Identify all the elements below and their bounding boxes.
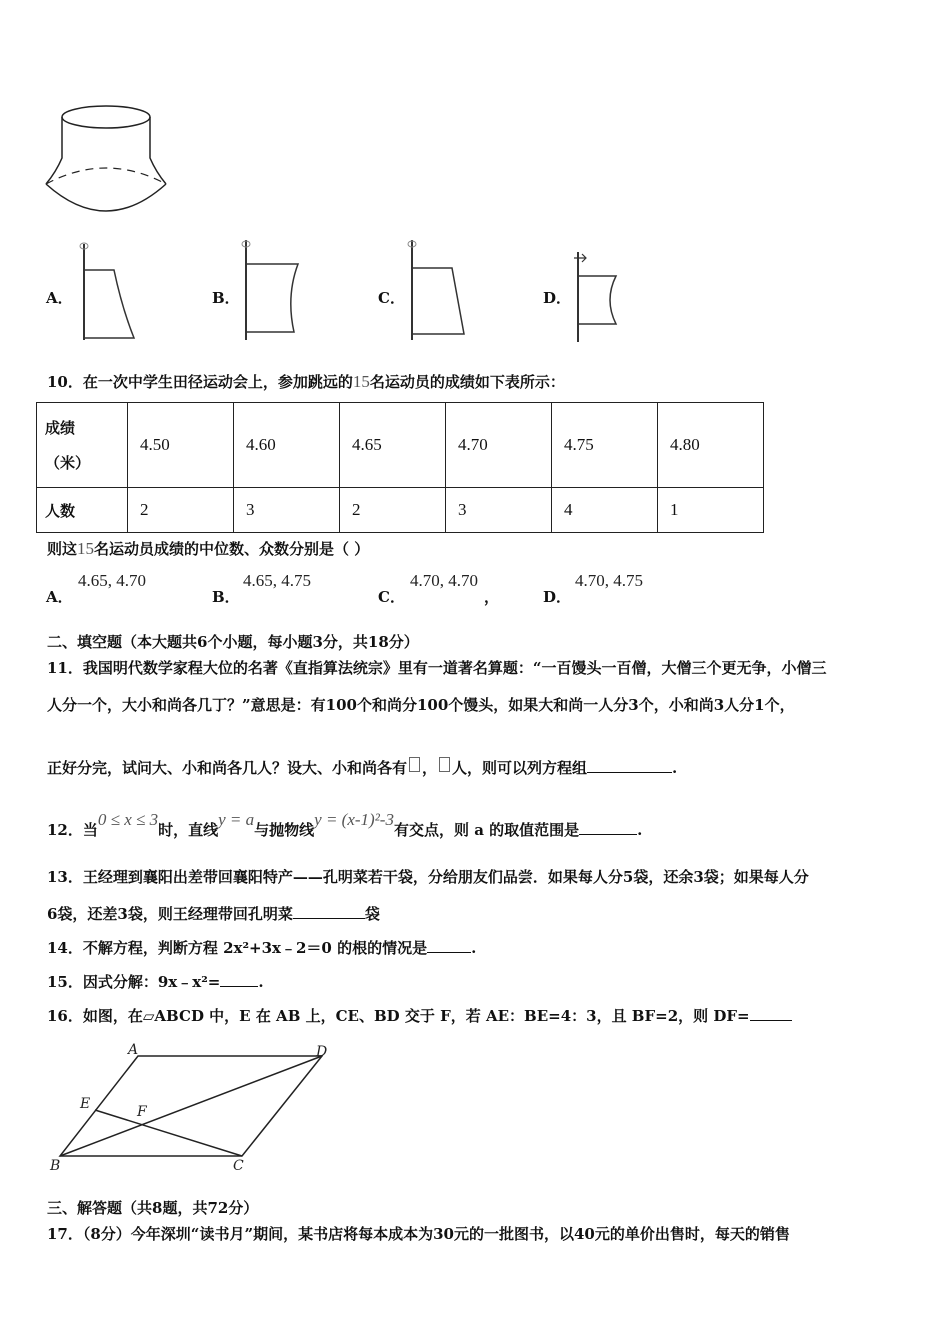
table-cell: 2 xyxy=(340,488,446,533)
q10-option-c-label: C． xyxy=(378,588,405,606)
figure-label-c: C xyxy=(233,1158,244,1174)
table-cell: 4.70 xyxy=(446,403,552,488)
q13-line1: 13．王经理到襄阳出差带回襄阳特产——孔明菜若干袋，分给朋友们品尝．如果每人分5袋，还余3袋；如果每人分 xyxy=(47,868,809,886)
figure-label-f: F xyxy=(137,1104,147,1120)
q11-line3: 正好分完，试问大、小和尚各几人？设大、小和尚各有 ， 人，则可以列方程组 . xyxy=(47,759,678,777)
q10-option-c-suffix: ， xyxy=(484,588,500,606)
q9-option-b-figure xyxy=(238,238,308,343)
table-cell: 4 xyxy=(552,488,658,533)
q15-answer-blank[interactable] xyxy=(220,972,258,987)
q10-option-d-label: D． xyxy=(543,588,572,606)
q11-answer-blank[interactable] xyxy=(587,758,672,773)
q9-option-d-figure xyxy=(568,248,628,344)
figure-label-a: A xyxy=(128,1042,139,1058)
q13-answer-blank[interactable] xyxy=(293,904,365,919)
q10-option-b-value: 4.65, 4.75 xyxy=(243,571,311,590)
q10-option-a-value: 4.65, 4.70 xyxy=(78,571,146,590)
table-cell: 4.80 xyxy=(658,403,764,488)
table-cell: 4.65 xyxy=(340,403,446,488)
figure-label-d: D xyxy=(316,1044,328,1060)
table-header-score: 成绩 （米） xyxy=(37,403,128,488)
table-cell: 2 xyxy=(128,488,234,533)
q9-option-b-label: B． xyxy=(212,289,240,307)
q10-option-a-label: A． xyxy=(46,588,73,606)
q10-question: 则这15名运动员成绩的中位数、众数分别是（ ） xyxy=(47,539,370,558)
table-header-count: 人数 xyxy=(37,488,128,533)
q17-text: 17．（8分）今年深圳“读书月”期间，某书店将每本成本为30元的一批图书，以40元的单价出售时，每天的销售 xyxy=(47,1225,790,1243)
q14-text: 14．不解方程，判断方程 2x²+3x﹣2＝0 的根的情况是 . xyxy=(47,939,477,957)
q10-stem: 10．在一次中学生田径运动会上，参加跳远的15名运动员的成绩如下表所示： xyxy=(47,372,565,391)
q10-option-c-value: 4.70, 4.70 xyxy=(410,571,478,590)
q11-line2: 人分一个，大小和尚各几丁？”意思是：有100个和尚分100个馒头，如果大和尚一人分3个，小和尚3人分1个， xyxy=(47,696,795,714)
q16-text: 16．如图，在▱ABCD 中，E 在 AB 上，CE、BD 交于 F，若 AE：BE=4：3，且 BF=2，则 DF= xyxy=(47,1005,792,1026)
q10-option-d-value: 4.70, 4.75 xyxy=(575,571,643,590)
q11-line1: 11．我国明代数学家程大位的名著《直指算法统宗》里有一道著名算题：“一百馒头一百僧，大僧三个更无争，小僧三 xyxy=(47,659,827,677)
section3-title: 三、解答题（共8题，共72分） xyxy=(47,1199,259,1217)
figure-label-b: B xyxy=(50,1158,61,1174)
q9-option-d-label: D． xyxy=(543,289,572,307)
frustum-figure xyxy=(40,100,175,218)
figure-label-e: E xyxy=(80,1096,91,1112)
q10-option-b-label: B． xyxy=(212,588,240,606)
table-cell: 3 xyxy=(446,488,552,533)
q13-line2: 6袋，还差3袋，则王经理带回孔明菜 袋 xyxy=(47,905,380,923)
table-cell: 3 xyxy=(234,488,340,533)
q10-score-table xyxy=(36,402,764,533)
q9-option-c-figure xyxy=(404,238,474,343)
q9-option-a-figure xyxy=(76,238,146,343)
table-cell: 4.50 xyxy=(128,403,234,488)
parallelogram-figure xyxy=(44,1038,339,1176)
table-cell: 4.60 xyxy=(234,403,340,488)
table-cell: 4.75 xyxy=(552,403,658,488)
section2-title: 二、填空题（本大题共6个小题，每小题3分，共18分） xyxy=(47,633,419,651)
q16-answer-blank[interactable] xyxy=(750,1006,792,1021)
q15-text: 15．因式分解：9x﹣x²= . xyxy=(47,973,264,991)
q9-option-c-label: C． xyxy=(378,289,405,307)
table-cell: 1 xyxy=(658,488,764,533)
q14-answer-blank[interactable] xyxy=(427,938,471,953)
q12-answer-blank[interactable] xyxy=(579,820,637,835)
q12-text: 12．当0 ≤ x ≤ 3时，直线y = a与抛物线y = (x-1)²-3有交点，则 a 的取值范围是 . xyxy=(47,810,643,839)
q9-option-a-label: A． xyxy=(46,289,73,307)
